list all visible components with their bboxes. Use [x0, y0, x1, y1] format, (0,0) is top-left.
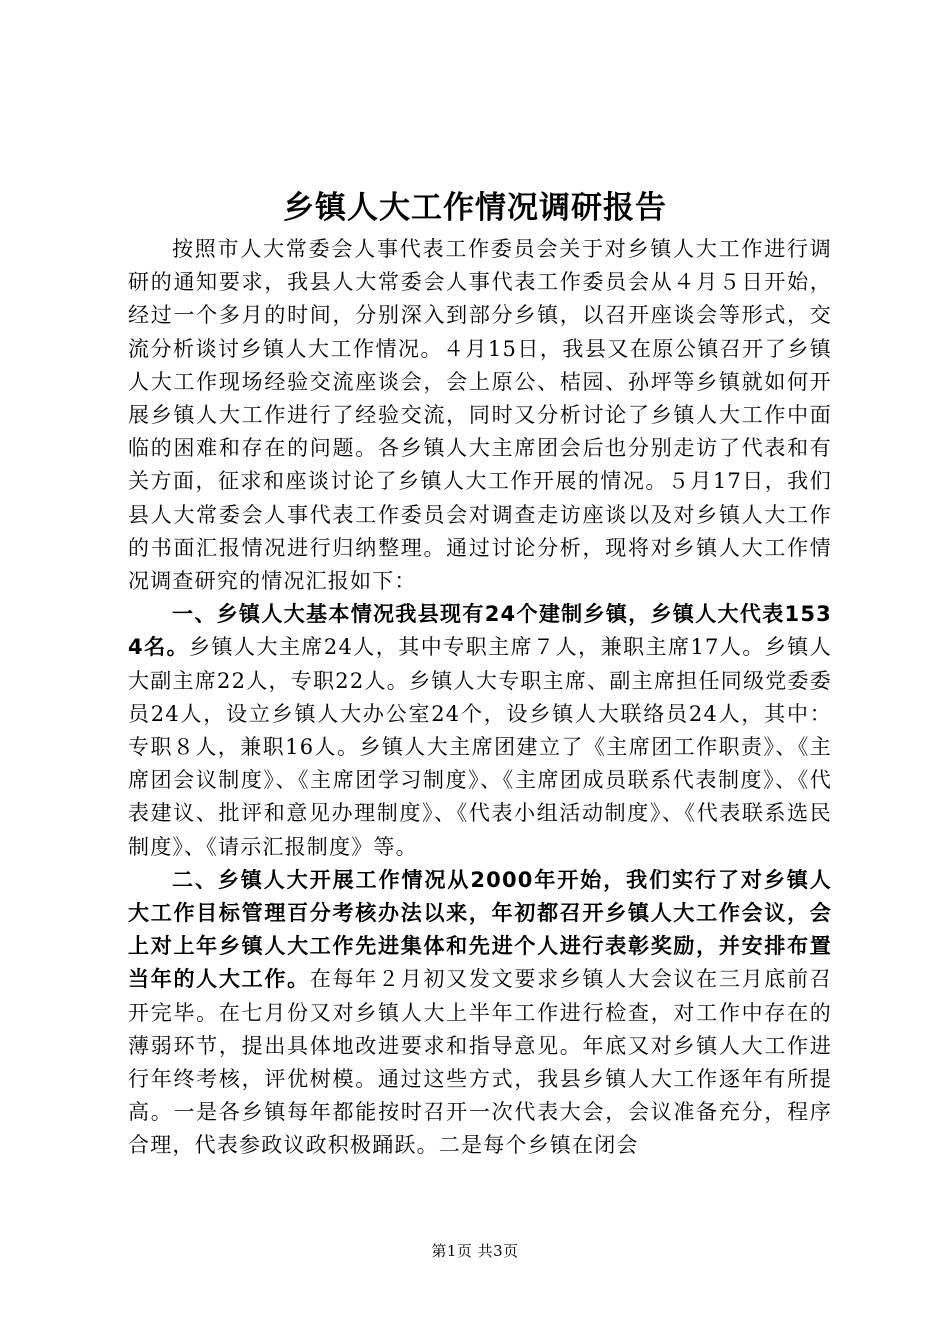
- page-footer: 第1页 共3页: [431, 1242, 519, 1260]
- paragraph-text: 按照市人大常委会人事代表工作委员会关于对乡镇人大工作进行调研的通知要求，我县人大常委会人事代表工作委员会从４月５日开始，经过一个多月的时间，分别深入到部分乡镇，以召开座谈会等形式，交流分析谈讨乡镇人大工作情况。４月15日，我县又在原公镇召开了乡镇人大工作现场经验交流座谈会，会上原公、桔园、孙坪等乡镇就如何开展乡镇人大工作进行了经验交流，同时又分析讨论了乡镇人大工作中面临的困难和存在的问题。各乡镇人大主席团会后也分别走访了代表和有关方面，征求和座谈讨论了乡镇人大工作开展的情况。５月17日，我们县人大常委会人事代表工作委员会对调查走访座谈以及对乡镇人大工作的书面汇报情况进行归纳整理。通过讨论分析，现将对乡镇人大工作情况调查研究的情况汇报如下：: [128, 237, 832, 594]
- section-1-text: 乡镇人大主席24人，其中专职主席７人，兼职主席17人。乡镇人大副主席22人，专职22人。乡镇人大专职主席、副主席担任同级党委委员24人，设立乡镇人大办公室24个，设乡镇人大联络员24人，其中：专职８人，兼职16人。乡镇人大主席团建立了《主席团工作职责》、《主席团会议制度》、《主席团学习制度》、《主席团成员联系代表制度》、《代表建议、批评和意见办理制度》、《代表小组活动制度》、《代表联系选民制度》、《请示汇报制度》等。: [128, 635, 832, 859]
- document-body: [128, 233, 832, 1163]
- paragraph-intro: [128, 233, 832, 598]
- paragraph-section-2: [128, 864, 832, 1163]
- paragraph-section-1: [128, 598, 832, 864]
- document-title: 乡镇人大工作情况调研报告: [283, 190, 667, 226]
- section-1-heading: 一、乡镇人大基本情况我县现有24个建制乡镇，乡镇人大代表1534名。: [128, 602, 832, 660]
- section-2-heading: 二、乡镇人大开展工作情况从2000年开始，我们实行了对乡镇人大工作目标管理百分考核办法以来，年初都召开乡镇人大工作会议，会上对上年乡镇人大工作先进集体和先进个人进行表彰奖励，并安排布置当年的人大工作。: [128, 867, 832, 992]
- section-2-text: 在每年２月初又发文要求乡镇人大会议在三月底前召开完毕。在七月份又对乡镇人大上半年工作进行检查，对工作中存在的薄弱环节，提出具体地改进要求和指导意见。年底又对乡镇人大工作进行年终考核，评优树模。通过这些方式，我县乡镇人大工作逐年有所提高。一是各乡镇每年都能按时召开一次代表大会，会议准备充分，程序合理，代表参政议政积极踊跃。二是每个乡镇在闭会: [128, 967, 832, 1158]
